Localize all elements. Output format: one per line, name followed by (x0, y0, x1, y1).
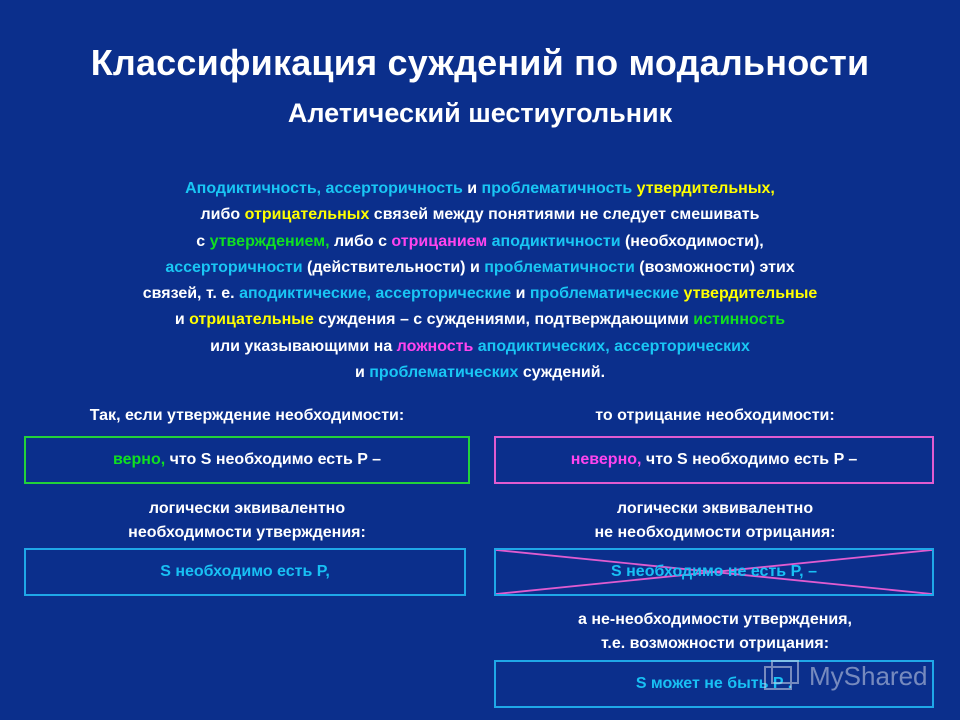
paragraph-segment: суждения – с суждениями, подтверждающими (313, 311, 694, 329)
paragraph-segment: или указывающими на (210, 337, 397, 355)
intro-paragraph (20, 176, 940, 386)
paragraph-segment: (действительности) и (302, 258, 485, 276)
left-heading: Так, если утверждение необходимости: (89, 407, 405, 424)
paragraph-segment: отрицательные (189, 311, 314, 329)
paragraph-line (20, 334, 940, 360)
paragraph-segment: (возможности) этих (634, 258, 795, 276)
paragraph-segment: утвердительные (683, 285, 818, 303)
watermark-text: MyShared (809, 660, 928, 691)
right-extra-line2: т.е. возможности отрицания: (600, 635, 830, 652)
watermark (763, 656, 928, 696)
paragraph-segment: отрицательных (244, 206, 370, 224)
paragraph-line (20, 176, 940, 202)
paragraph-segment: либо с (329, 232, 392, 250)
paragraph-segment: (необходимости), (620, 232, 764, 250)
right-box-crossed (494, 548, 934, 596)
right-box3-text: S может не быть P . (635, 675, 793, 692)
right-box-prefix: неверно, (570, 451, 642, 468)
paragraph-segment: проблематических (369, 364, 519, 382)
paragraph-segment: и (511, 285, 530, 303)
page-subtitle: Алетический шестиугольник (287, 98, 673, 128)
right-box-text: что S необходимо есть P – (641, 451, 858, 468)
paragraph-segment: Аподиктичность, ассерторичность (185, 180, 463, 197)
left-box2-text: S необходимо есть P, (160, 563, 330, 580)
paragraph-segment: аподиктические, ассерторические (239, 285, 512, 303)
right-heading: то отрицание необходимости: (595, 407, 835, 424)
paragraph-segment: отрицанием (391, 232, 488, 250)
paragraph-segment: проблематичности (484, 258, 635, 276)
left-box-necessity-affirm (24, 548, 466, 596)
paragraph-line (20, 202, 940, 228)
paragraph-segment: связей, т. е. (142, 285, 240, 303)
paragraph-segment: с (196, 232, 210, 250)
paragraph-segment: истинность (693, 311, 786, 329)
right-box-false-necessity (494, 436, 934, 484)
paragraph-segment: аподиктических, ассерторических (477, 337, 750, 355)
paragraph-segment: и (354, 364, 370, 382)
left-equiv-line1: логически эквивалентно (148, 500, 346, 517)
paragraph-segment: проблематические (529, 285, 680, 303)
paragraph-line (20, 281, 940, 307)
paragraph-segment: утверждением, (209, 232, 330, 250)
paragraph-segment: и (174, 311, 190, 329)
left-equiv-line2: необходимости утверждения: (128, 524, 366, 541)
right-box2-text: S необходимо не есть P, – (611, 563, 817, 580)
paragraph-segment: либо (200, 206, 245, 224)
right-equiv-line2: не необходимости отрицания: (594, 524, 836, 541)
paragraph-segment: проблематичность (481, 180, 633, 197)
left-box-prefix: верно, (112, 451, 166, 468)
left-box-text: что S необходимо есть P – (165, 451, 382, 468)
paragraph-line (20, 255, 940, 281)
right-equiv-line1: логически эквивалентно (616, 500, 814, 517)
paragraph-line (20, 360, 940, 386)
paragraph-segment: суждений. (518, 364, 606, 382)
watermark-logo-icon (763, 659, 801, 693)
paragraph-line (20, 229, 940, 255)
paragraph-segment: связей между понятиями не следует смешивать (369, 206, 760, 224)
paragraph-segment: аподиктичности (491, 232, 621, 250)
left-box-true-necessity (24, 436, 470, 484)
paragraph-segment: ассерторичности (165, 258, 303, 276)
paragraph-segment: ложность (396, 337, 474, 355)
paragraph-segment: и (462, 180, 482, 197)
paragraph-line (20, 307, 940, 333)
paragraph-segment: утвердительных, (636, 180, 775, 197)
page-title: Классификация суждений по модальности (90, 42, 870, 83)
right-extra-line1: а не-необходимости утверждения, (577, 611, 852, 628)
